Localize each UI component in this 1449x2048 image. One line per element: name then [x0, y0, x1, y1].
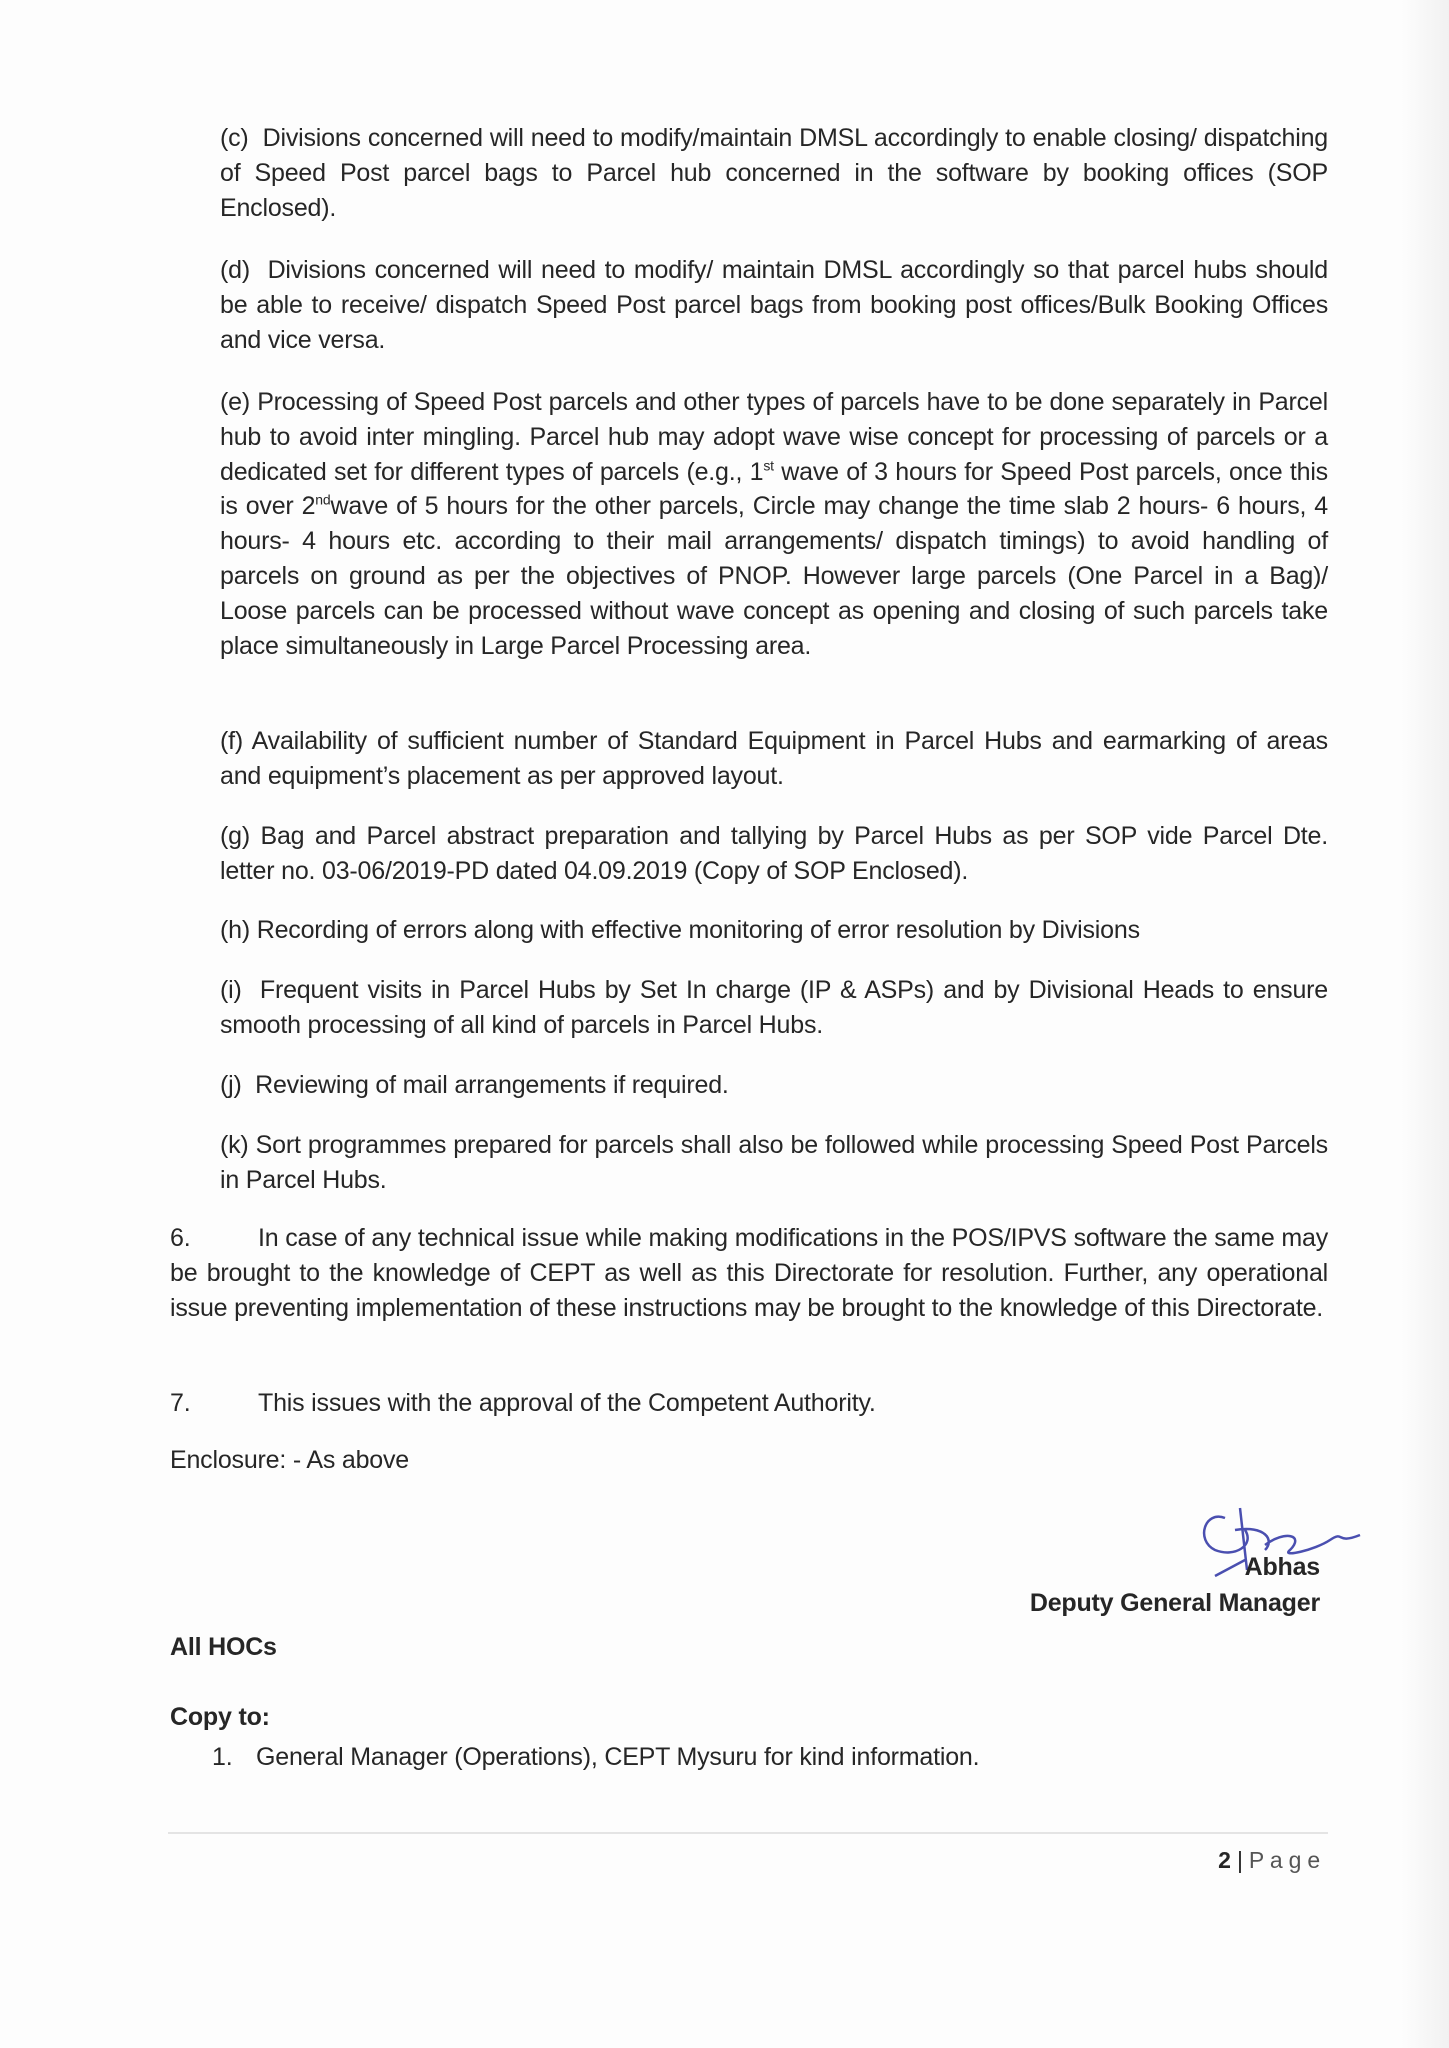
- item-d: (d) Divisions concerned will need to modify/ maintain DMSL accordingly so that parcel hubs should be able to receive/ dispatch Speed Post parcel bags from booking post offices/Bulk Booking Offices and vice versa.: [220, 256, 1328, 354]
- item-e: (e) Processing of Speed Post parcels and other types of parcels have to be done separately in Parcel hub to avoid inter mingling. Parcel hub may adopt wave wise concept for processing of parcels or a dedicated set for different types of parcels (e.g., 1st wave of 3 hours for Speed Post parcels, once this is over 2ndwave of 5 hours for the other parcels, Circle may change the time slab 2 hours- 6 hours, 4 hours- 4 hours etc. according to their mail arrangements/ dispatch timings) to avoid handling of parcels on ground as per the objectives of PNOP. However large parcels (One Parcel in a Bag)/ Loose parcels can be processed without wave concept as opening and closing of such parcels take place simultaneously in Large Parcel Processing area.: [220, 388, 1328, 660]
- item-j: (j) Reviewing of mail arrangements if required.: [220, 1071, 729, 1099]
- signatory-designation: Deputy General Manager: [1029, 1589, 1320, 1617]
- item-h: (h) Recording of errors along with effective monitoring of error resolution by Divisions: [220, 916, 1140, 944]
- addressee: All HOCs: [170, 1633, 277, 1661]
- item-c: (c) Divisions concerned will need to modify/maintain DMSL accordingly to enable closing/ dispatching of Speed Post parcel bags to Parcel hub concerned in the software by booking offices (SOP Enclosed).: [220, 124, 1328, 222]
- item-g: (g) Bag and Parcel abstract preparation and tallying by Parcel Hubs as per SOP vide Parcel Dte. letter no. 03-06/2019-PD dated 04.09.2019 (Copy of SOP Enclosed).: [220, 822, 1328, 885]
- item-f: (f) Availability of sufficient number of Standard Equipment in Parcel Hubs and earmarking of areas and equipment’s placement as per approved layout.: [220, 727, 1328, 790]
- footer-divider: [168, 1832, 1328, 1834]
- item-i: (i) Frequent visits in Parcel Hubs by Set In charge (IP & ASPs) and by Divisional Heads to ensure smooth processing of all kind of parcels in Parcel Hubs.: [220, 976, 1328, 1039]
- scan-edge-shadow: [1401, 0, 1449, 2048]
- signatory-name: Abhas: [1244, 1553, 1320, 1581]
- copy-to-heading: Copy to:: [170, 1703, 270, 1731]
- para-7: 7. This issues with the approval of the Competent Authority.: [170, 1389, 876, 1417]
- page-number: 2 | P a g e: [1218, 1847, 1320, 1873]
- item-k: (k) Sort programmes prepared for parcels shall also be followed while processing Speed Post Parcels in Parcel Hubs.: [220, 1131, 1328, 1194]
- para-6: 6. In case of any technical issue while making modifications in the POS/IPVS software the same may be brought to the knowledge of CEPT as well as this Directorate for resolution. Further, any operational issue preventing implementation of these instructions may be brought to the knowledge of this Directorate.: [170, 1224, 1328, 1322]
- copy-to-item: 1. General Manager (Operations), CEPT Mysuru for kind information.: [212, 1743, 980, 1771]
- enclosure: Enclosure: - As above: [170, 1446, 409, 1474]
